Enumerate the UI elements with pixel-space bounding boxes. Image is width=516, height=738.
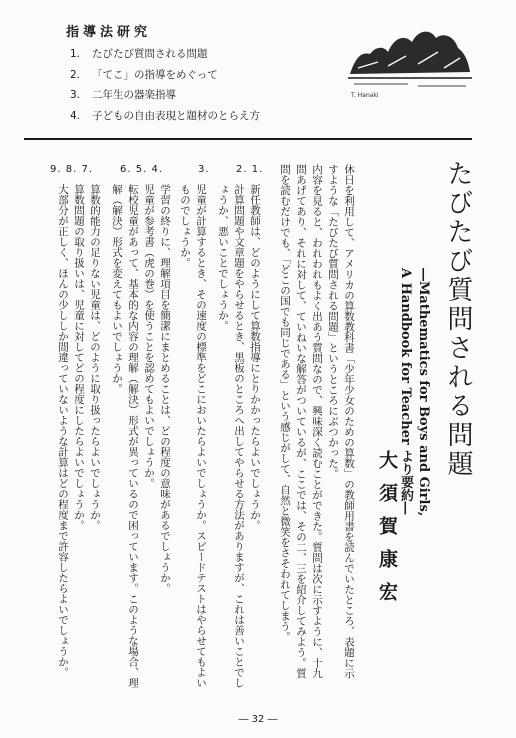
question-line: 算数問題の取り扱いは、児童に対してどの程度にしたらよいでしょうか。 — [73, 184, 85, 531]
table-of-contents — [70, 44, 260, 126]
section-title: 指導法研究 — [66, 25, 152, 40]
page-number: ― 32 ― — [238, 714, 278, 725]
intro-line: すような「たびたび質問される問題」というところにぶつかった。 — [327, 164, 339, 479]
toc-item — [70, 85, 260, 106]
question-line: ょうか、悪いことでしょうか。 — [217, 184, 229, 331]
intro-line: 問を読むだけでも、「どこの国でも同じである」という感じがして、自然と微笑をさそわれてしまう。 — [279, 164, 291, 642]
toc-item-text: 二年生の器楽指導 — [92, 89, 176, 101]
island-sketch-illustration — [348, 16, 473, 96]
toc-item-number: 1. — [70, 48, 81, 60]
question-numbers: 2. 1. — [236, 164, 264, 175]
intro-line: 休日を利用して、アメリカの算数教科書「少年少女のための算数」の教師用書を読んでいたところ、表題に示 — [343, 164, 355, 679]
question-line: 学習の終りに、理解項目を簡潔にまとめることは、どの程度の意味があるでしょうか。 — [159, 184, 171, 594]
intro-line: 内容を見ると、われわれもよく出あう質問なので、興味深く読むことができた。質問は次に示すように、十九 — [311, 164, 323, 679]
toc-item-text: たびたび質問される問題 — [92, 48, 208, 60]
illustration-caption: T. Hanaki — [351, 92, 379, 99]
intro-line: 問あげてあり、それに対して、ていねいな解答がついているが、ここでは、その二、三を紹介してみよう。質 — [295, 164, 307, 679]
question-line: 児童が参考書（虎の巻）を使うことを認めてもよいでしょうか。 — [143, 184, 155, 489]
toc-item — [70, 65, 260, 86]
question-line: 転校児童があって、基本的な内容の理解（解決）形式が異っているので困っています。このような場合、理 — [127, 184, 139, 688]
section-divider — [24, 138, 472, 140]
article-author: 大須賀康宏 — [376, 450, 398, 615]
question-line: 計算問題や文章題をやらせるとき、黒板のところへ出してやらせる方法がありますが、これは善いことでし — [233, 184, 245, 688]
question-line: 大部分が正しく、ほんの少ししか間違っていないような計算はどの程度まで許容したらよいでしょうか。 — [57, 184, 69, 678]
toc-item-number: 4. — [70, 109, 81, 122]
question-line: 解（解決）形式を変えてもよいでしょうか。 — [111, 184, 123, 394]
question-line: 児童が計算するとき、その速度の標準をどこにおいたらよいでしょうか。スピードテストはやらせてもよい — [195, 184, 207, 688]
article-subtitle-line1: ―Mathematics for Boys and Girls, — [416, 268, 431, 517]
article-title: たびたび質問される問題 — [443, 160, 473, 479]
toc-item — [70, 106, 260, 127]
question-numbers: 6. 5. 4. — [120, 164, 163, 175]
toc-item-number: 2. — [70, 68, 81, 81]
toc-item-number: 3. — [70, 89, 81, 101]
toc-item — [70, 44, 260, 65]
question-line: ものでしょうか。 — [179, 184, 191, 268]
question-line: 新任教師は、どのようにして算数指導にとりかかったらよいでしょうか。 — [249, 184, 261, 531]
article-subtitle-line2: A Handbook for Teacher より要約― — [398, 268, 413, 515]
toc-item-text: 「てこ」の指導をめぐって — [92, 68, 218, 81]
toc-item-text: 子どもの自由表現と題材のとらえ方 — [92, 109, 260, 122]
question-numbers: 3. — [198, 164, 210, 175]
question-numbers: 9. 8. 7. — [50, 164, 93, 175]
question-line: 算数的能力の足りない児童は、どのように取り扱ったらよいでしょうか。 — [89, 184, 101, 531]
